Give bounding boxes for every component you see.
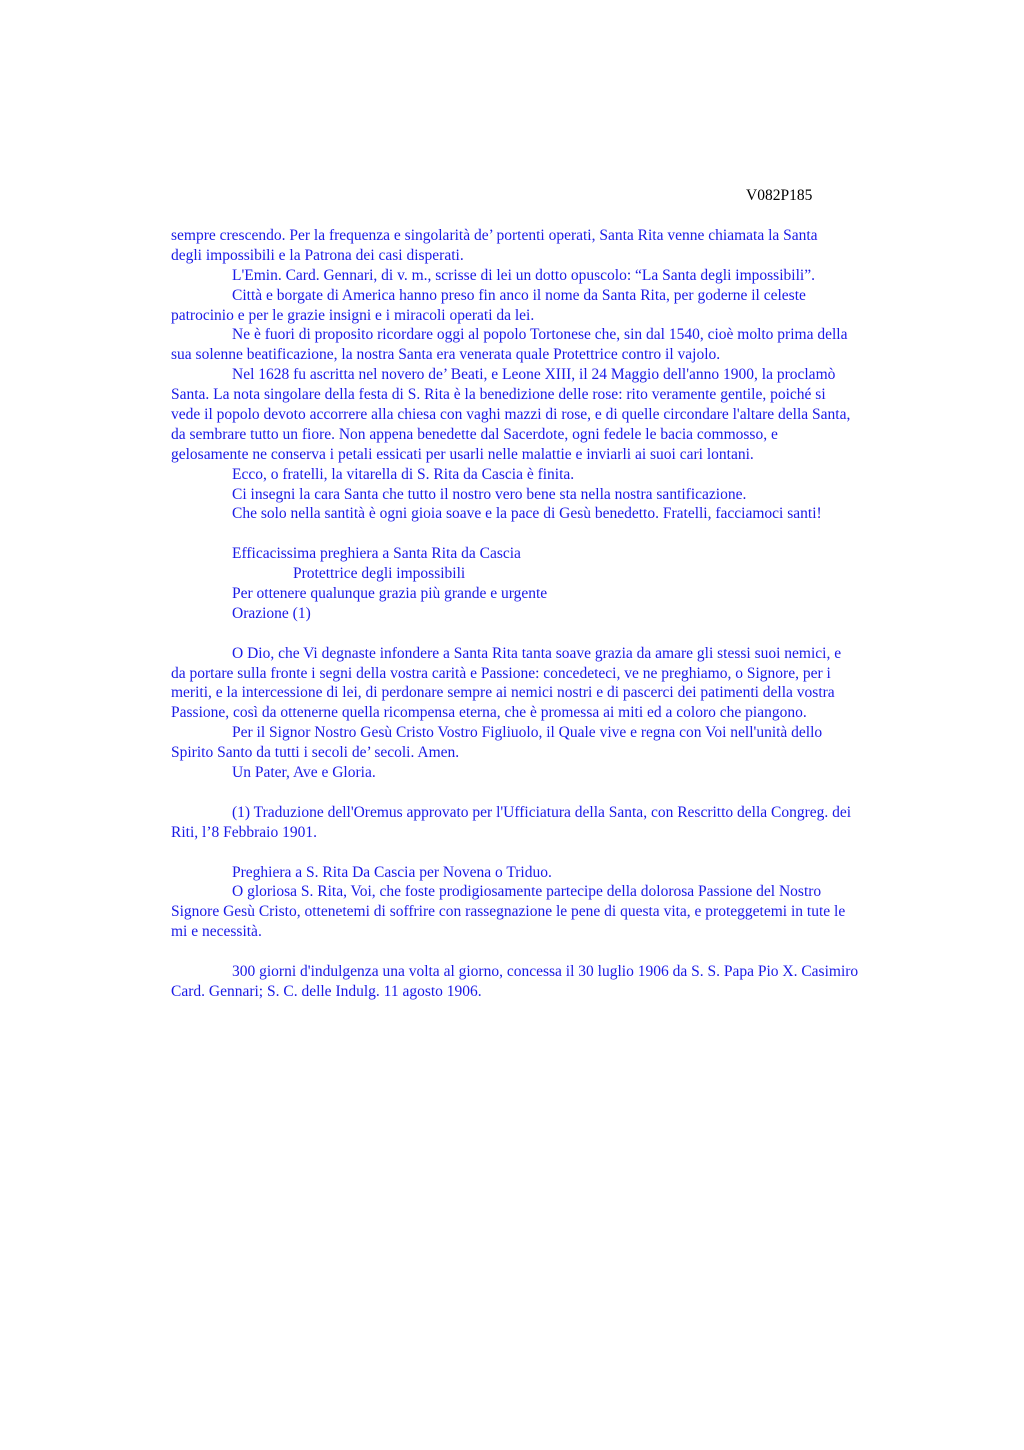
text-line: Per il Signor Nostro Gesù Cristo Vostro Figliuolo, il Quale vive e regna con Voi nell'unità dello	[232, 724, 823, 742]
text-line: L'Emin. Card. Gennari, di v. m., scrisse di lei un dotto opuscolo: “La Santa degli impossibili”.	[232, 266, 815, 284]
text-line: Per ottenere qualunque grazia più grande e urgente	[232, 585, 548, 603]
text-line: degli impossibili e la Patrona dei casi disperati.	[171, 246, 464, 264]
page-number: V082P185	[746, 187, 813, 204]
text-line: Ci insegni la cara Santa che tutto il nostro vero bene sta nella nostra santificazione.	[232, 485, 747, 503]
blank-line	[171, 783, 961, 803]
text-line: Protettrice degli impossibili	[293, 565, 466, 583]
text-line: Città e borgate di America hanno preso fin anco il nome da Santa Rita, per goderne il celeste	[232, 286, 806, 304]
text-line: mi e necessità.	[171, 923, 262, 941]
text-line: Passione, così da ottenerne quella ricompensa eterna, che è promessa ai miti ed a coloro che piangono.	[171, 704, 807, 722]
text-line: Un Pater, Ave e Gloria.	[232, 764, 376, 782]
text-line: Spirito Santo da tutti i secoli de’ secoli. Amen.	[171, 744, 460, 762]
blank-line	[171, 624, 961, 644]
text-line: gelosamente ne conserva i petali essicati per usarli nelle malattie e inviarli ai suoi cari lontani.	[171, 445, 754, 463]
text-line: sempre crescendo. Per la frequenza e singolarità de’ portenti operati, Santa Rita venne chiamata la Santa	[171, 227, 818, 244]
text-line: Santa. La nota singolare della festa di S. Rita è la benedizione delle rose: rito veramente gentile, poiché si	[171, 386, 826, 404]
text-line: O Dio, che Vi degnaste infondere a Santa Rita tanta soave grazia da amare gli stessi suoi nemici, e	[232, 644, 842, 662]
text-line: Efficacissima preghiera a Santa Rita da Cascia	[232, 545, 521, 563]
text-line: sua solenne beatificazione, la nostra Santa era venerata quale Protettrice contro il vajolo.	[171, 346, 721, 364]
text-line: vede il popolo devoto accorrere alla chiesa con vaghi mazzi di rose, e di quelle circondare l'altare della Santa,	[171, 406, 851, 424]
blank-line	[171, 843, 961, 863]
text-line: da sembrare tutto un fiore. Non appena benedette dal Sacerdote, ogni fedele le bacia commosso, e	[171, 425, 778, 443]
text-line: Riti, l’8 Febbraio 1901.	[171, 823, 317, 841]
blank-line	[171, 524, 961, 544]
text-line: Preghiera a S. Rita Da Cascia per Novena o Triduo.	[232, 863, 552, 881]
text-line: Nel 1628 fu ascritta nel novero de’ Beati, e Leone XIII, il 24 Maggio dell'anno 1900, la proclamò	[232, 366, 836, 384]
text-line: Orazione (1)	[232, 604, 311, 622]
text-line: da portare sulla fronte i segni della vostra carità e Passione: concedeteci, ve ne preghiamo, o Signore, per i	[171, 664, 831, 682]
blank-line	[171, 942, 961, 962]
text-line: Card. Gennari; S. C. delle Indulg. 11 agosto 1906.	[171, 982, 482, 1000]
text-line: Che solo nella santità è ogni gioia soave e la pace di Gesù benedetto. Fratelli, facciamoci santi!	[232, 505, 822, 523]
text-line: meriti, e la intercessione di lei, di perdonare sempre ai nemici nostri e di pascerci dei patimenti della vostra	[171, 684, 835, 702]
text-line: Ne è fuori di proposito ricordare oggi al popolo Tortonese che, sin dal 1540, cioè molto prima della	[232, 326, 848, 344]
text-line: (1) Traduzione dell'Oremus approvato per l'Ufficiatura della Santa, con Rescritto della Congreg. dei	[232, 803, 852, 821]
text-line: Ecco, o fratelli, la vitarella di S. Rita da Cascia è finita.	[232, 465, 575, 483]
document-body	[171, 226, 961, 1002]
text-line: 300 giorni d'indulgenza una volta al giorno, concessa il 30 luglio 1906 da S. S. Papa Pio X. Casimiro	[232, 962, 859, 980]
text-line: patrocinio e per le grazie insigni e i miracoli operati da lei.	[171, 306, 535, 324]
text-line: O gloriosa S. Rita, Voi, che foste prodigiosamente partecipe della dolorosa Passione del Nostro	[232, 883, 822, 901]
text-line: Signore Gesù Cristo, ottenetemi di soffrire con rassegnazione le pene di questa vita, e proteggetemi in tute le	[171, 903, 846, 921]
